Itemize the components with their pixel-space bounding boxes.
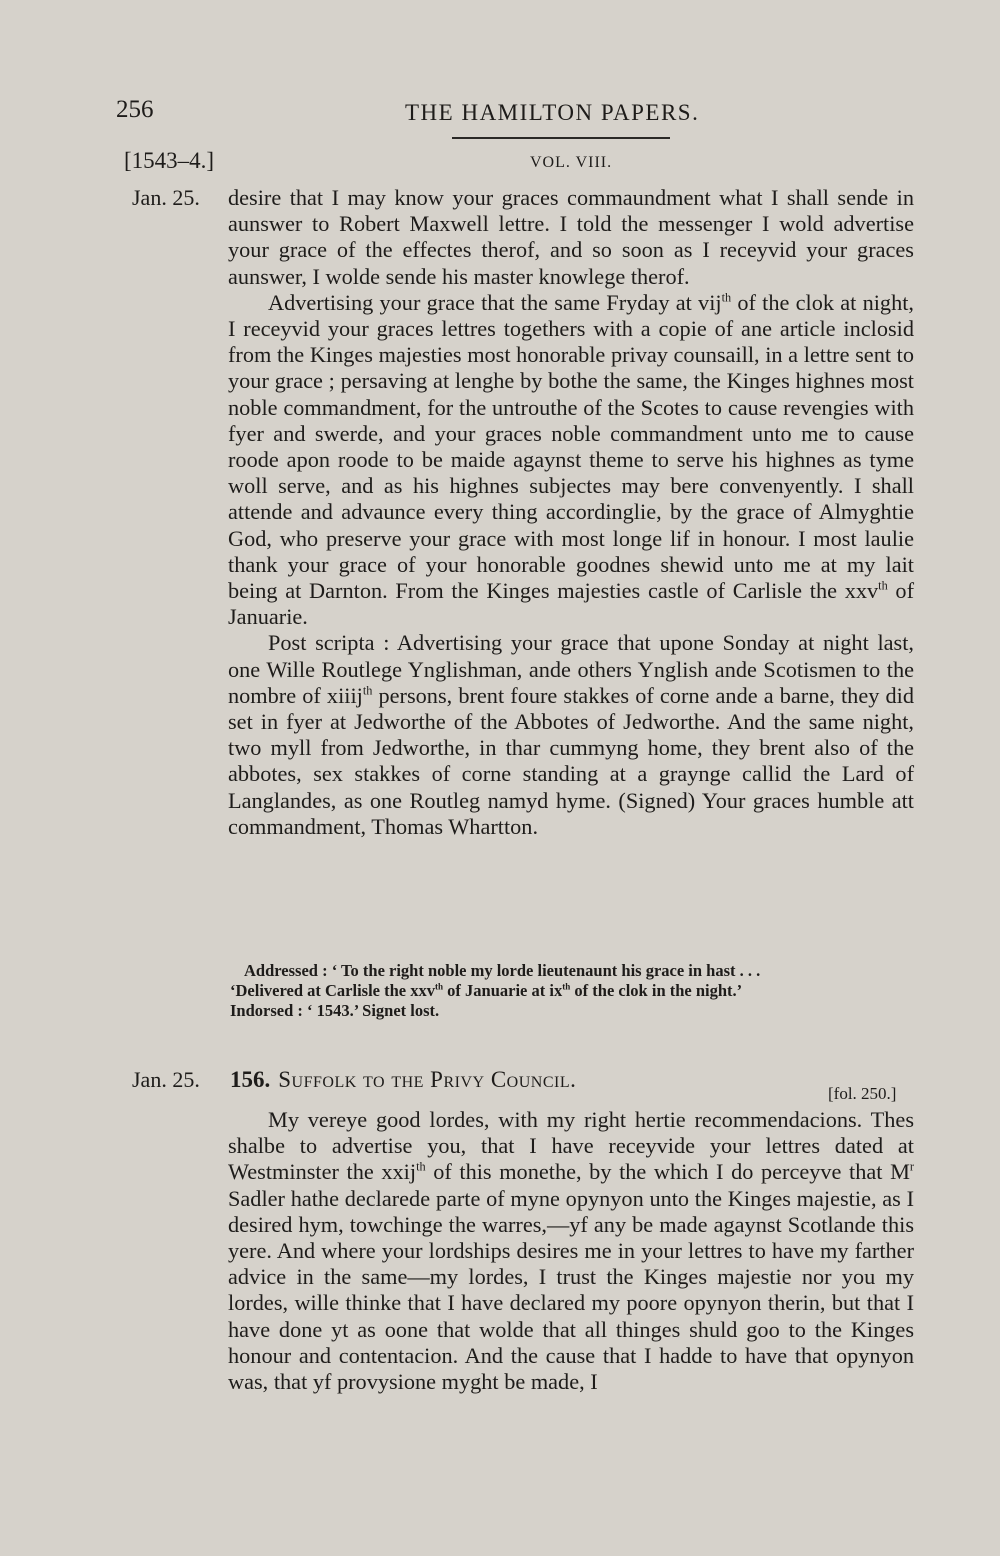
address-line: Indorsed : ‘ 1543.’ Signet lost. [230,1001,440,1020]
entry-date: Jan. 25. [132,185,200,210]
paragraph: desire that I may know your graces commaundment what I shall sende in aunswer to Robert Maxwell lettre. I told the messenger I wold advertise your grace of the effectes therof, and so soon as I receyvid your graces aunswer, I wolde sende his master knowlege therof. [228,185,914,289]
title-rule [452,137,670,139]
address-note [230,961,916,1021]
page-number: 256 [116,96,154,123]
running-title: THE HAMILTON PAPERS. [405,100,700,125]
entry-title: Suffolk to the Privy Council. [278,1067,577,1092]
folio-reference: [fol. 250.] [828,1084,897,1103]
entry-heading [230,1067,576,1093]
entry-number: 156. [230,1067,271,1092]
letter-body [228,185,914,840]
volume-label: VOL. VIII. [530,154,613,171]
paragraph: Advertising your grace that the same Fryday at vij$^{th}$ of the clok at night, I receyvid your graces lettres togethers with a copie of ane article inclosid from the Kinges majesties most honorable privay counsaill, in a lettre sent to your grace ; persaving at lenghe by bothe the same, the Kinges highnes most noble commandment, for the untrouthe of the Scotes to cause revengies with fyer and swerde, and your graces noble commandment unto me to cause roode apon roode to be maide agaynst theme to serve his highnes as tyme woll serve, and as his highnes subjectes may bere convenyently. I shall attende and advaunce every thing accordinglie, by the grace of Almyghtie God, who preserve your grace with most longe lif in honour. I most laulie thank your grace of your honorable goodnes shewid unto me at my lait being at Darnton. From the Kinges majesties castle of Carlisle the xxv$^{th}$ of Januarie. [228,289,914,630]
address-line: Addressed : ‘ To the right noble my lorde lieutenaunt his grace in hast . . . [244,961,761,980]
letter-body [228,1107,914,1395]
year-note: [1543–4.] [124,148,215,173]
address-line: ‘Delivered at Carlisle the xxv$^{th}$ of Januarie at $ix^{th}$ of the clok in the night.’ [230,981,743,1000]
paragraph: My vereye good lordes, with my right hertie recommendacions. Thes shalbe to advertise you, that I have receyvide your lettres dated at Westminster the xxij$^{th}$ of this monethe, by the which I do perceyve that $M^r$ Sadler hathe declarede parte of myne opynyon unto the Kinges majestie, as I desired hym, towchinge the warres,—yf any be made agaynst Scotlande this yere. And where your lordships desires me in your lettres to have my farther advice in the same—my lordes, I trust the Kinges majestie nor you my lordes, wille thinke that I have declared my poore opynyon therin, but that I have done yt as oone that wolde that all thinges shuld goo to the Kinges honour and contentacion. And the cause that I hadde to have that opynyon was, that yf provysione myght be made, I [228,1107,915,1395]
paragraph: Post scripta : Advertising your grace that upone Sonday at night last, one Wille Routlege Ynglishman, ande others Ynglish ande Scotismen to the nombre of xiiij$^{th}$ persons, brent foure stakkes of corne ande a barne, they did set in fyer at Jedworthe of the Abbotes of Jedworthe. And the same night, two myll from Jedworthe, in thar cummyng home, they brent also of the abbotes, sex stakkes of corne standing at a graynge callid the Lard of Langlandes, as one Routleg namyd hyme. (Signed) Your graces humble att commandment, Thomas Whartton. [228,630,914,839]
entry-date: Jan. 25. [132,1067,200,1092]
